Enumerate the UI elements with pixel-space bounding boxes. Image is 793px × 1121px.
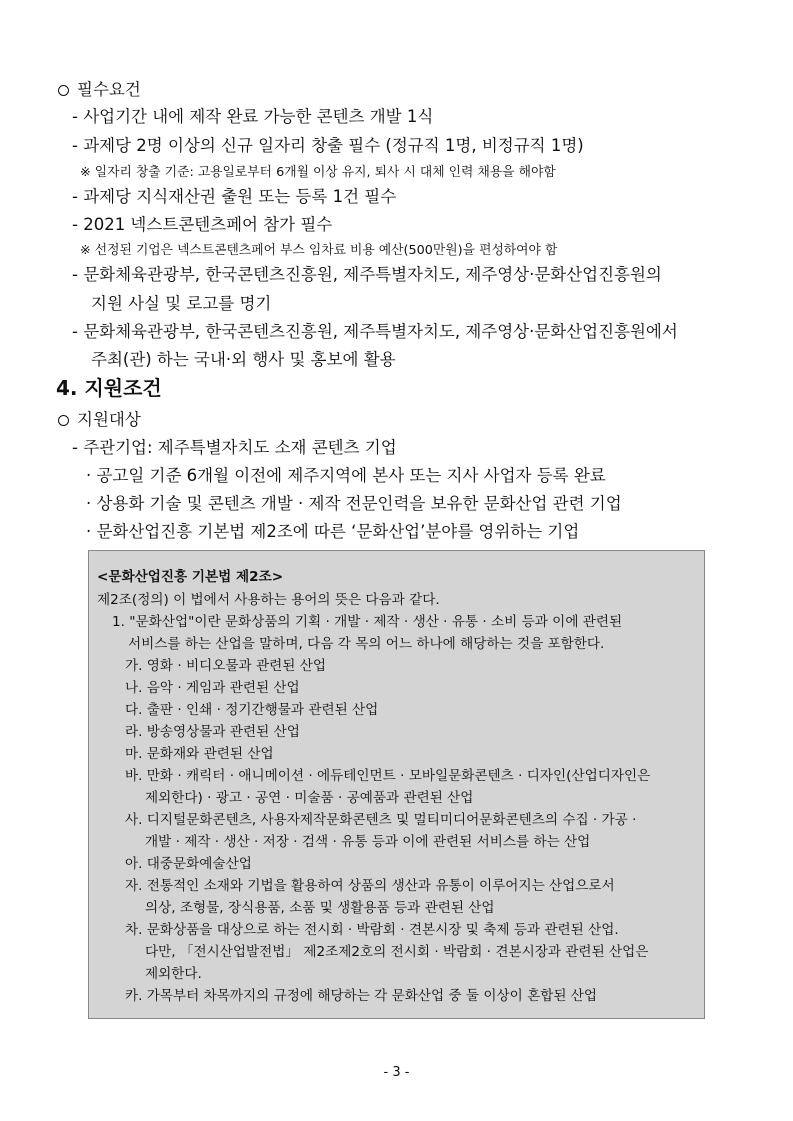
requirement-item: - 사업기간 내에 제작 완료 가능한 콘텐츠 개발 1식 [72, 107, 434, 126]
support-target-subitem: · 상용화 기술 및 콘텐츠 개발 · 제작 전문인력을 보유한 문화산업 관련 기업 [86, 494, 622, 513]
law-excerpt-title: <문화산업진흥 기본법 제2조> [97, 569, 284, 585]
section-heading: 4. 지원조건 [56, 376, 162, 400]
requirement-item: - 문화체육관광부, 한국콘텐츠진흥원, 제주특별자치도, 제주영상·문화산업진흥원의 [72, 265, 662, 284]
requirement-item-continued: 주최(관) 하는 국내·외 행사 및 홍보에 활용 [91, 350, 396, 369]
law-excerpt-line: 바. 만화 · 캐릭터 · 애니메이션 · 에듀테인먼트 · 모바일문화콘텐츠 · 디자인(산업디자인은 [125, 768, 651, 784]
law-excerpt-line: 차. 문화상품을 대상으로 하는 전시회 · 박람회 · 견본시장 및 축제 등과 관련된 산업. [125, 922, 619, 938]
support-target-heading: 지원대상 [58, 406, 141, 430]
law-excerpt-line: 다만, 「전시산업발전법」 제2조제2호의 전시회 · 박람회 · 견본시장과 관련된 산업은 [145, 944, 649, 960]
law-excerpt-line: 1. "문화산업"이란 문화상품의 기획 · 개발 · 제작 · 생산 · 유통 · 소비 등과 이에 관련된 [112, 614, 623, 630]
requirement-item: - 과제당 2명 이상의 신규 일자리 창출 필수 (정규직 1명, 비정규직 1명) [72, 136, 584, 155]
law-excerpt-line: 다. 출판 · 인쇄 · 정기간행물과 관련된 산업 [125, 702, 379, 718]
law-excerpt-line: 서비스를 하는 산업을 말하며, 다음 각 목의 어느 하나에 해당하는 것을 포함한다. [128, 636, 605, 652]
law-excerpt-line: 제2조(정의) 이 법에서 사용하는 용어의 뜻은 다음과 같다. [97, 592, 440, 608]
law-excerpt-line: 제외한다. [145, 966, 202, 982]
page-number: - 3 - [383, 1065, 410, 1080]
law-excerpt-line: 개발 · 제작 · 생산 · 저장 · 검색 · 유통 등과 이에 관련된 서비스를 하는 산업 [145, 834, 591, 850]
law-excerpt-line: 마. 문화재와 관련된 산업 [125, 746, 274, 762]
law-excerpt-line: 의상, 조형물, 장식용품, 소품 및 생활용품 등과 관련된 산업 [145, 900, 495, 916]
requirement-note: ※ 선정된 기업은 넥스트콘텐츠페어 부스 임차료 비용 예산(500만원)을 편성하여야 함 [80, 243, 558, 258]
requirements-heading: 필수요건 [58, 76, 141, 100]
support-target-item: - 주관기업: 제주특별자치도 소재 콘텐츠 기업 [72, 438, 397, 457]
circle-bullet-icon [58, 415, 69, 426]
law-excerpt-line: 사. 디지털문화콘텐츠, 사용자제작문화콘텐츠 및 멀티미디어문화콘텐츠의 수집 · 가공 · [125, 812, 637, 828]
support-target-subitem: · 문화산업진흥 기본법 제2조에 따른 ‘문화산업’분야를 영위하는 기업 [86, 522, 580, 541]
law-excerpt-line: 아. 대중문화예술산업 [125, 856, 252, 872]
law-excerpt-line: 카. 가목부터 차목까지의 규정에 해당하는 각 문화산업 중 둘 이상이 혼합된 산업 [125, 988, 598, 1004]
circle-bullet-icon [58, 85, 69, 96]
requirement-note: ※ 일자리 창출 기준: 고용일로부터 6개월 이상 유지, 퇴사 시 대체 인력 채용을 해야함 [80, 165, 556, 180]
law-excerpt-line: 가. 영화 · 비디오물과 관련된 산업 [125, 658, 326, 674]
support-target-subitem: · 공고일 기준 6개월 이전에 제주지역에 본사 또는 지사 사업자 등록 완료 [86, 466, 606, 485]
requirement-item: - 2021 넥스트콘텐츠페어 참가 필수 [72, 215, 333, 234]
law-excerpt-box [88, 550, 705, 1019]
law-excerpt-line: 나. 음악 · 게임과 관련된 산업 [125, 680, 300, 696]
requirement-item-continued: 지원 사실 및 로고를 명기 [91, 294, 272, 313]
requirement-item: - 문화체육관광부, 한국콘텐츠진흥원, 제주특별자치도, 제주영상·문화산업진흥원에서 [72, 322, 678, 341]
requirement-item: - 과제당 지식재산권 출원 또는 등록 1건 필수 [72, 187, 397, 206]
law-excerpt-line: 라. 방송영상물과 관련된 산업 [125, 724, 300, 740]
law-excerpt-line: 자. 전통적인 소재와 기법을 활용하여 상품의 생산과 유통이 이루어지는 산업으로서 [125, 878, 615, 894]
law-excerpt-line: 제외한다) · 광고 · 공연 · 미술품 · 공예품과 관련된 산업 [145, 790, 474, 806]
